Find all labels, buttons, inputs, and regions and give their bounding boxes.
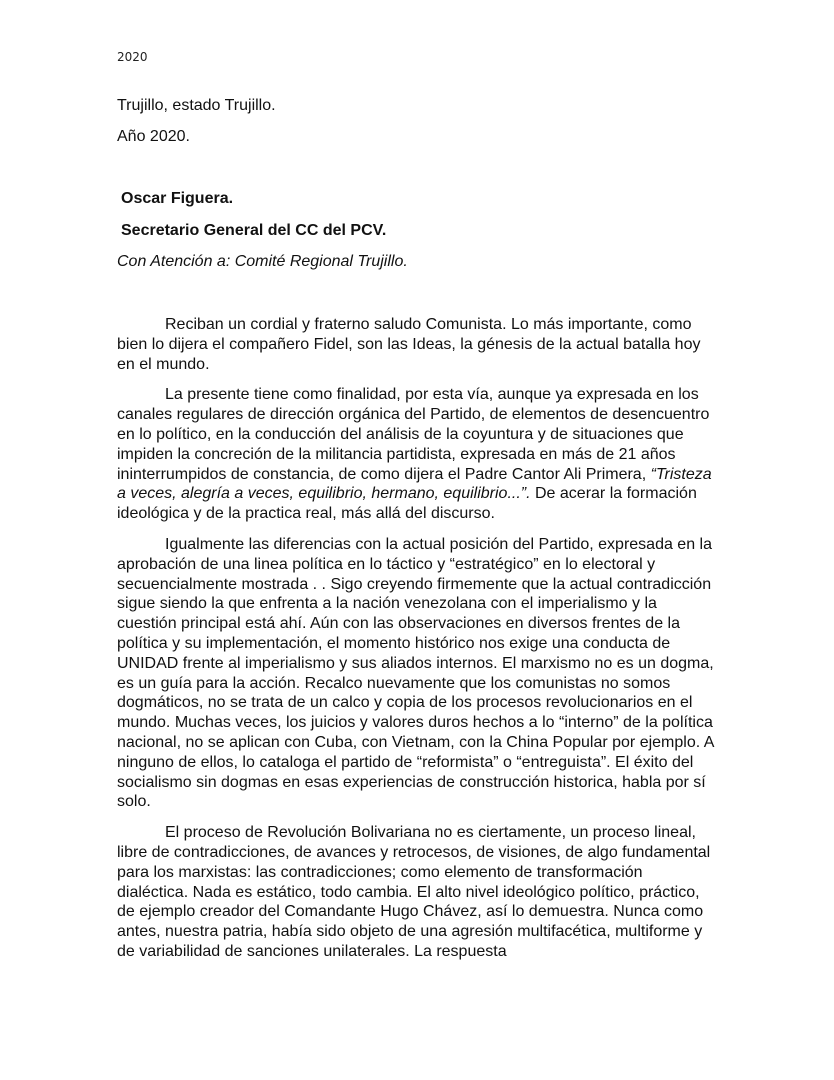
paragraph-greeting: Reciban un cordial y fraterno saludo Comunista. Lo más importante, como bien lo dijera el compañero Fidel, son las Ideas, la génesis de la actual batalla hoy en el mundo.: [117, 316, 701, 373]
letter-body: [117, 315, 717, 973]
paragraph-purpose-end: De acerar la formación ideológica y de la practica real, más allá del discurso.: [117, 485, 697, 523]
recipient-name: Oscar Figuera.: [121, 190, 234, 207]
paragraph-differences: Igualmente las diferencias con la actual posición del Partido, expresada en la aprobación de una linea política en lo táctico y “estratégico” en lo electoral y secuencialmente mostrada . . Sigo creyendo firmemente que la actual contradicción sigue siendo la que enfrenta a la nación venezolana con el imperialismo y la cuestión principal está ahí. Aún con las observaciones en diversos frentes de la política y su implementación, el momento histórico nos exige una conducta de UNIDAD frente al imperialismo y sus aliados internos. El marxismo no es un dogma, es un guía para la acción. Recalco nuevamente que los comunistas no somos dogmáticos, no se trata de un calco y copia de los procesos revolucionarios en el mundo. Muchas veces, los juicios y valores duros hechos a lo “interno” de la política nacional, no se aplican con Cuba, con Vietnam, con la China Popular por ejemplo. A ninguno de ellos, lo cataloga el partido de “reformista” o “entreguista”. El éxito del socialismo sin dogmas en esas experiencias de construcción historica, habla por sí solo.: [117, 535, 714, 811]
attention-line: Con Atención a: Comité Regional Trujillo.: [117, 253, 408, 270]
paragraph-revolution: El proceso de Revolución Bolivariana no es ciertamente, un proceso lineal, libre de contradicciones, de avances y retrocesos, de visiones, de algo fundamental para los marxistas: las contradicciones; como elemento de transformación dialéctica. Nada es estático, todo cambia. El alto nivel ideológico político, práctico, de ejemplo creador del Comandante Hugo Chávez, así lo demuestra. Nunca como antes, nuestra patria, había sido objeto de una agresión multifacética, multiforme y de variabilidad de sanciones unilaterales. La respuesta: [117, 824, 711, 960]
recipient-title: Secretario General del CC del PCV.: [121, 222, 387, 239]
ali-primera-quote: “Tristeza a veces, alegría a veces, equilibrio, hermano, equilibrio...”.: [117, 465, 712, 503]
paragraph-purpose: [117, 385, 717, 524]
letter-place: Trujillo, estado Trujillo.: [117, 97, 276, 114]
paragraph-purpose-text: La presente tiene como finalidad, por esta vía, aunque ya expresada en los canales regulares de dirección orgánica del Partido, de elementos de desencuentro en lo político, en la conducción del análisis de la coyuntura y de situaciones que impiden la concreción de la militancia partidista, expresada en más de 21 años ininterrumpidos de constancia, de como dijera el Padre Cantor Ali Primera,: [117, 386, 710, 483]
letter-year: Año 2020.: [117, 128, 190, 145]
header-year: 2020: [117, 50, 148, 64]
